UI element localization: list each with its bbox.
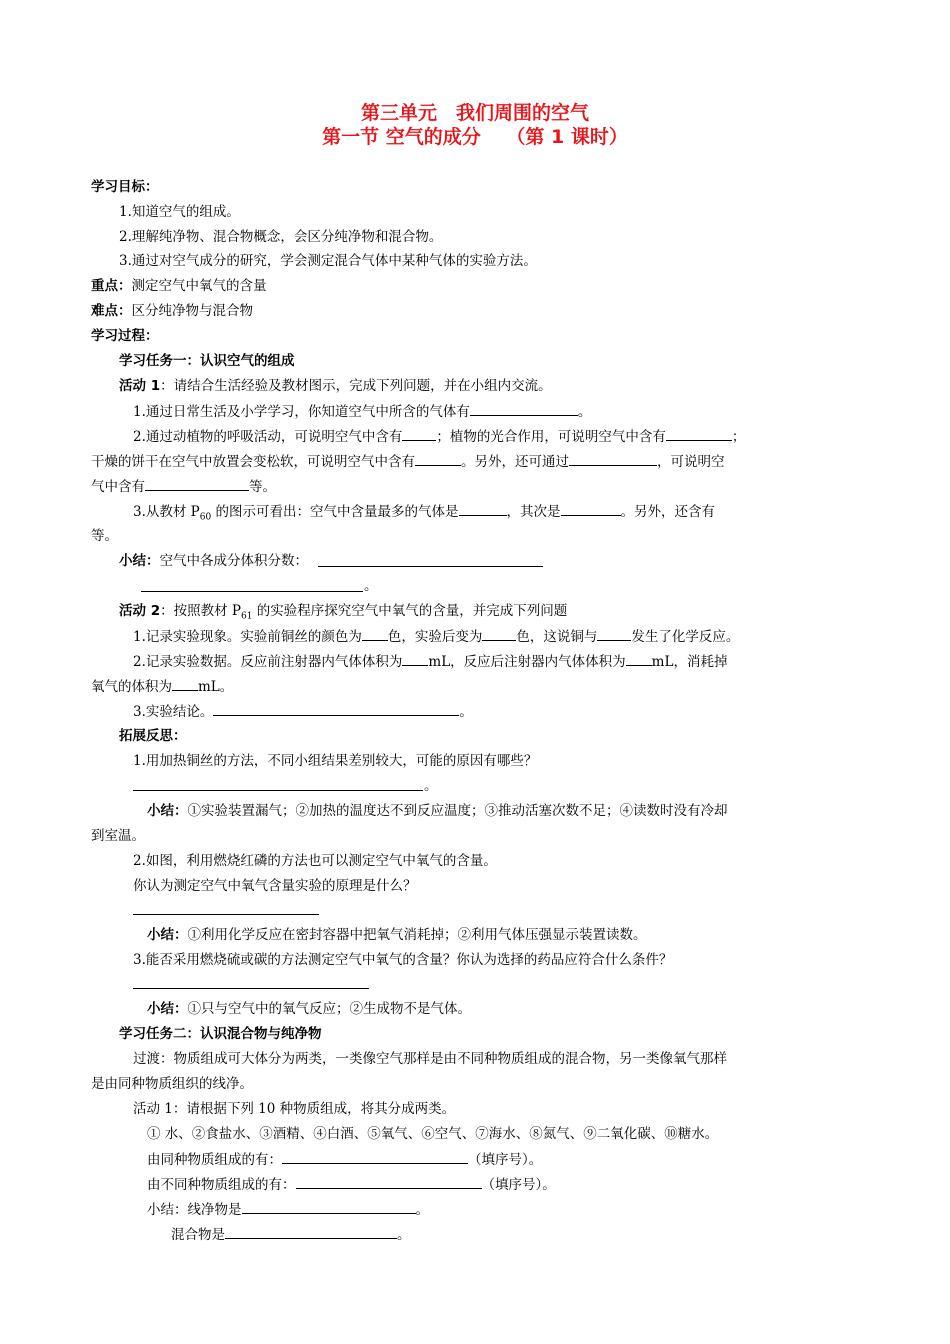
summary-end: 。 [364,578,378,594]
q-text: ，其次是 [506,504,561,520]
answer-blank[interactable] [626,651,652,666]
q-text: 2.记录实验数据。反应前注射器内气体体积为 [133,654,403,670]
reflection-summary-2 [147,925,647,945]
q-text: （填序号）。 [468,1152,543,1168]
answer-line[interactable] [133,790,423,791]
q-text: 。 [415,1202,429,1218]
answer-blank[interactable] [402,651,428,666]
q-text: 3.实验结论。 [133,704,214,720]
page-subtitle: 第一节 空气的成分 （第 1 课时） [322,126,628,148]
answer-blank[interactable] [470,401,578,416]
q-text: 发生了化学反应。 [631,629,740,645]
q-text: mL，消耗掉 [651,654,728,670]
activity1-intro [119,376,552,396]
answer-blank[interactable] [561,501,621,516]
q-text: 1.记录实验现象。实验前铜丝的颜色为 [133,629,362,645]
q-text: 小结：线净物是 [147,1202,242,1218]
q-text: ：按照教材 P [160,603,241,619]
answer-blank[interactable] [172,676,198,691]
activity2-label: 活动 2 [119,603,161,619]
mixture-row [147,1174,556,1195]
answer-blank[interactable] [242,1199,416,1214]
q-text: （填序号）。 [481,1177,556,1193]
summary-label: 小结： [147,927,188,943]
q-text: ；植物的光合作用，可说明空气中含有 [436,429,666,445]
a1-summary [119,551,308,571]
key-point-label: 重点： [91,278,132,294]
answer-blank[interactable] [569,451,657,466]
summary-pure [147,1199,429,1220]
q-text: 由不同种物质组成的有： [147,1177,296,1193]
task2-transition-cont: 是由同种物质组织的线净。 [91,1076,253,1092]
reflection-q1: 1.用加热铜丝的方法，不同小组结果差别较大，可能的原因有哪些？ [133,753,538,769]
a2-question-2 [133,651,727,672]
answer-line[interactable] [318,566,543,567]
summary-text: ①只与空气中的氧气反应；②生成物不是气体。 [187,1001,471,1017]
q-text: 的图示可看出：空气中含量最多的气体是 [211,504,459,520]
task2-transition: 过渡：物质组成可大体分为两类，一类像空气那样是由不同种物质组成的混合物，另一类像氧气那样 [133,1051,727,1067]
key-point-text: 测定空气中氧气的含量 [131,278,267,294]
reflection-summary-1 [147,801,728,821]
goal-item: 2.理解纯净物、混合物概念，会区分纯净物和混合物。 [119,229,443,245]
a1-question-3 [133,501,715,528]
pure-substances-row [147,1149,542,1170]
answer-line[interactable] [133,988,369,989]
goals-heading: 学习目标： [91,179,159,195]
substances-list: ① 水、②食盐水、③酒精、④白酒、⑤氧气、⑥空气、⑦海水、⑧氮气、⑨二氧化碳、⑩糖水。 [147,1126,719,1142]
q-text: 的实验程序探究空气中氧气的含量，并完成下列问题 [252,603,568,619]
q-text: 干燥的饼干在空气中放置会变松软，可说明空气中含有 [91,454,415,470]
summary-label: 小结： [147,1001,188,1017]
answer-blank[interactable] [402,426,436,441]
page-title: 第三单元 我们周围的空气 [360,102,589,124]
summary-label: 小结： [147,803,188,819]
q-text: 等。 [249,479,276,495]
answer-blank[interactable] [145,476,249,491]
answer-blank[interactable] [597,626,631,641]
q-text: ； [731,429,746,445]
q-text: 色，这说铜与 [516,629,598,645]
reflection-q2b: 你认为测定空气中氧气含量实验的原理是什么？ [133,878,417,894]
task2-activity1: 活动 1：请根据下列 10 种物质组成，将其分成两类。 [133,1101,456,1117]
process-heading: 学习过程： [91,328,159,344]
summary-mixture [171,1224,411,1245]
answer-blank[interactable] [362,626,388,641]
key-point [91,276,267,296]
q-text: 。另外，还可通过 [461,454,569,470]
reflection-heading: 拓展反思： [119,728,187,744]
summary-text: ①实验装置漏气；②加热的温度达不到反应温度；③推动活塞次数不足；④读数时没有冷却 [187,803,728,819]
answer-blank[interactable] [666,426,732,441]
q-text: 3.从教材 P [133,504,200,520]
difficulty [91,301,253,321]
q-text: mL。 [198,679,234,695]
task1-heading: 学习任务一：认识空气的组成 [119,353,295,369]
q-text: 。另外，还含有 [620,504,716,520]
answer-blank[interactable] [482,626,516,641]
a1-question-2 [133,426,745,447]
a1-question-3-end: 等。 [91,528,118,544]
q-text: ，可说明空 [657,454,725,470]
answer-blank[interactable] [459,501,507,516]
q-text: 氧气的体积为 [91,679,172,695]
answer-blank[interactable] [225,1224,397,1239]
summary-text: ①利用化学反应在密封容器中把氧气消耗掉；②利用气体压强显示装置读数。 [187,927,647,943]
task2-heading: 学习任务二：认识混合物与纯净物 [119,1026,322,1042]
q-text: 。 [397,1227,411,1243]
q-text: 混合物是 [171,1227,225,1243]
summary-label: 小结： [119,553,160,569]
answer-blank[interactable] [415,451,461,466]
q-text: 。 [459,704,473,720]
q-text: 色，实验后变为 [387,629,483,645]
a1-question-2-cont [91,451,725,472]
goal-item: 1.知道空气的组成。 [119,204,240,220]
reflection-q3: 3.能否采用燃烧硫或碳的方法测定空气中氧气的含量？你认为选择的药品应符合什么条件？ [133,952,673,968]
difficulty-label: 难点： [91,303,132,319]
a1-question-1 [133,401,591,422]
reflection-q2: 2.如图，利用燃烧红磷的方法也可以测定空气中氧气的含量。 [133,853,497,869]
reflection-summary-1-cont: 到室温。 [91,828,145,844]
q-text: 。 [577,404,592,420]
activity2-intro [119,601,567,627]
answer-blank[interactable] [213,701,459,716]
answer-line[interactable] [133,914,319,915]
a2-question-1 [133,626,739,647]
answer-blank[interactable] [282,1149,468,1164]
answer-line[interactable] [141,591,363,592]
a2-question-3 [133,701,473,722]
activity1-label: 活动 1 [119,378,161,394]
q-text: 由同种物质组成的有： [147,1152,282,1168]
page-subscript: 60 [199,512,212,523]
activity1-text: ：请结合生活经验及教材图示，完成下列问题，并在小组内交流。 [160,378,552,394]
page-subscript: 61 [240,611,253,622]
q-text: 气中含有 [91,479,145,495]
summary-text: 空气中各成分体积分数： [159,553,308,569]
q1-end: 。 [424,778,438,794]
a2-question-2-end [91,676,233,697]
difficulty-text: 区分纯净物与混合物 [131,303,253,319]
reflection-summary-3 [147,999,471,1019]
q-text: mL，反应后注射器内气体体积为 [428,654,626,670]
a1-question-2-end [91,476,276,497]
q-text: 2.通过动植物的呼吸活动，可说明空气中含有 [133,429,403,445]
goal-item: 3.通过对空气成分的研究，学会测定混合气体中某种气体的实验方法。 [119,253,537,269]
q-text: 1.通过日常生活及小学学习，你知道空气中所含的气体有 [133,404,470,420]
answer-blank[interactable] [296,1174,482,1189]
